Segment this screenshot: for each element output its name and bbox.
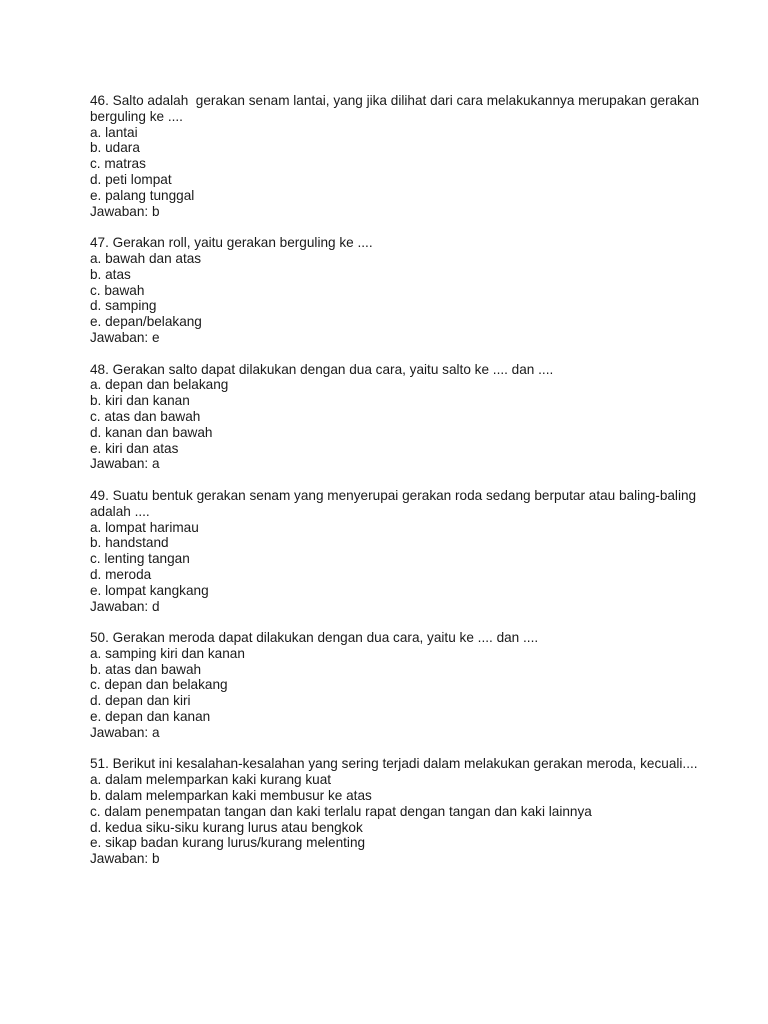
answer-line: Jawaban: b [90, 851, 160, 867]
option-c: c. atas dan bawah [90, 408, 201, 424]
option-a: a. lompat harimau [90, 519, 199, 535]
option-c: c. depan dan belakang [90, 677, 228, 693]
answer-line: Jawaban: d [90, 598, 160, 614]
option-a: a. samping kiri dan kanan [90, 645, 245, 661]
option-e: e. palang tunggal [90, 187, 195, 203]
option-e: e. depan dan kanan [90, 709, 211, 725]
option-b: b. dalam melemparkan kaki membusur ke atas [90, 788, 372, 804]
question-48 [90, 362, 730, 473]
question-stem: 51. Berikut ini kesalahan-kesalahan yang sering terjadi dalam melakukan gerakan meroda, kecuali.... [90, 756, 698, 772]
option-d: d. samping [90, 298, 157, 314]
answer-line: Jawaban: a [90, 724, 160, 740]
option-b: b. udara [90, 140, 140, 156]
question-stem: 47. Gerakan roll, yaitu gerakan berguling ke .... [90, 235, 373, 251]
question-51 [90, 756, 730, 867]
option-b: b. handstand [90, 535, 169, 551]
document-page [90, 93, 730, 883]
option-b: b. atas dan bawah [90, 661, 202, 677]
option-d: d. kanan dan bawah [90, 424, 213, 440]
option-d: d. meroda [90, 566, 152, 582]
question-47 [90, 235, 730, 346]
option-d: d. depan dan kiri [90, 693, 191, 709]
option-c: c. lenting tangan [90, 551, 190, 567]
question-stem: 50. Gerakan meroda dapat dilakukan dengan dua cara, yaitu ke .... dan .... [90, 630, 539, 646]
option-b: b. atas [90, 266, 131, 282]
option-c: c. dalam penempatan tangan dan kaki terlalu rapat dengan tangan dan kaki lainnya [90, 803, 592, 819]
question-50 [90, 630, 730, 741]
option-c: c. bawah [90, 282, 145, 298]
option-a: a. lantai [90, 124, 138, 140]
option-d: d. kedua siku-siku kurang lurus atau bengkok [90, 819, 363, 835]
question-stem: 49. Suatu bentuk gerakan senam yang menyerupai gerakan roda sedang berputar atau baling-baling adalah .... [90, 487, 700, 519]
answer-line: Jawaban: e [90, 329, 160, 345]
option-d: d. peti lompat [90, 171, 172, 187]
question-stem: 48. Gerakan salto dapat dilakukan dengan dua cara, yaitu salto ke .... dan .... [90, 361, 554, 377]
option-c: c. matras [90, 156, 146, 172]
question-stem: 46. Salto adalah gerakan senam lantai, yang jika dilihat dari cara melakukannya merupakan gerakan berguling ke .... [90, 93, 703, 124]
option-e: e. lompat kangkang [90, 582, 209, 598]
answer-line: Jawaban: b [90, 203, 160, 219]
option-e: e. depan/belakang [90, 314, 202, 330]
option-e: e. sikap badan kurang lurus/kurang melenting [90, 835, 366, 851]
option-a: a. dalam melemparkan kaki kurang kuat [90, 772, 332, 788]
option-e: e. kiri dan atas [90, 440, 179, 456]
option-b: b. kiri dan kanan [90, 393, 190, 409]
option-a: a. depan dan belakang [90, 377, 229, 393]
question-46 [90, 93, 730, 219]
option-a: a. bawah dan atas [90, 250, 202, 266]
answer-line: Jawaban: a [90, 456, 160, 472]
question-49 [90, 488, 730, 614]
